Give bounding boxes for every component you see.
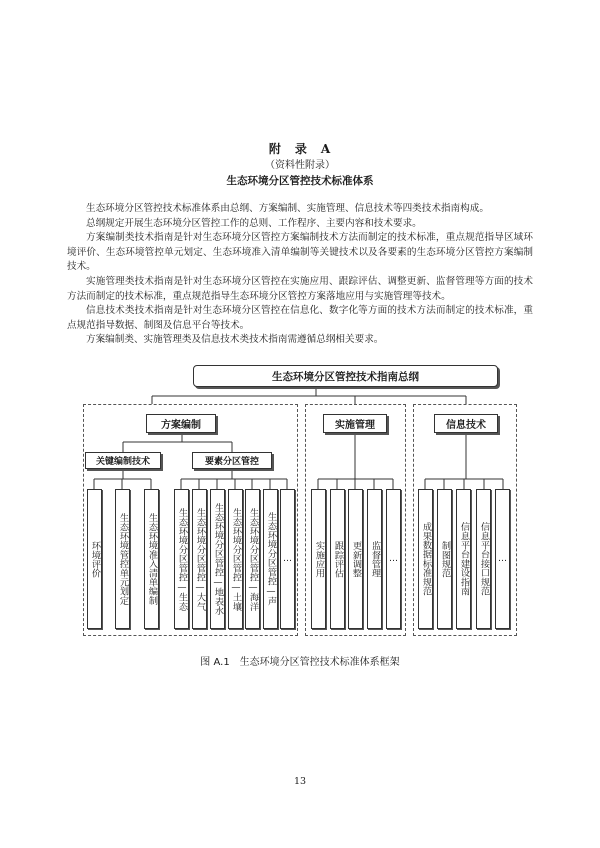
impl-item-more: … xyxy=(386,489,401,629)
key-item: 生态环境准入清单编制 xyxy=(144,489,159,629)
appendix-type: （资料性附录） xyxy=(265,160,335,171)
impl-group-box: 实施管理 xyxy=(323,414,387,433)
impl-item: 监督管理 xyxy=(367,489,382,629)
appendix-title: 附 录 A xyxy=(268,142,332,156)
key-subgroup-box: 关键编制技术 xyxy=(85,452,161,469)
element-item-more: … xyxy=(280,489,295,629)
element-item: 生态环境分区管控—声 xyxy=(263,489,278,629)
impl-item: 实施应用 xyxy=(311,489,326,629)
key-item: 环境评价 xyxy=(87,489,102,629)
element-subgroup-box: 要素分区管控 xyxy=(192,452,272,469)
element-item: 生态环境分区管控—土壤 xyxy=(228,489,243,629)
info-item: 信息平台接口规范 xyxy=(476,489,491,629)
info-item: 信息平台建设指南 xyxy=(456,489,471,629)
info-item: 成果数据标准规范 xyxy=(418,489,433,629)
paragraph: 生态环境分区管控技术标准体系由总纲、方案编制、实施管理、信息技术等四类技术指南构成。 xyxy=(86,203,489,214)
info-item: 制图规范 xyxy=(437,489,452,629)
info-group-box: 信息技术 xyxy=(434,414,498,433)
paragraph: 总纲规定开展生态环境分区管控工作的总则、工作程序、主要内容和技术要求。 xyxy=(86,217,422,229)
paragraph: 方案编制类、实施管理类及信息技术类技术指南需遵循总纲相关要求。 xyxy=(86,334,384,346)
appendix-name: 生态环境分区管控技术标准体系 xyxy=(226,175,374,187)
impl-item: 跟踪评估 xyxy=(330,489,345,629)
element-item: 生态环境分区管控—生态 xyxy=(174,489,189,629)
plan-group-box: 方案编制 xyxy=(146,414,216,433)
element-item: 生态环境分区管控—大气 xyxy=(192,489,207,629)
figure-caption: 图 A.1 生态环境分区管控技术标准体系框架 xyxy=(200,657,400,668)
paragraph: 实施管理类技术指南是针对生态环境分区管控在实施应用、跟踪评估、调整更新、监督管理等方面的技术方法而制定的技术标准，重点规范指导生态环境分区管控方案落地应用与实施管理等技术。 xyxy=(67,275,533,302)
element-item: 生态环境分区管控—海洋 xyxy=(245,489,260,629)
page-number: 13 xyxy=(293,776,307,787)
impl-item: 更新调整 xyxy=(348,489,363,629)
paragraph: 方案编制类技术指南是针对生态环境分区管控方案编制技术方法而制定的技术标准，重点规范指导区域环境评价、生态环境管控单元划定、生态环境准入清单编制等关键技术以及各要素的生态环境分区管控方案编制技术。 xyxy=(67,232,533,273)
element-item: 生态环境分区管控—地表水 xyxy=(210,489,225,629)
info-item-more: … xyxy=(495,489,510,629)
root-box: 生态环境分区管控技术指南总纲 xyxy=(193,365,498,387)
key-item: 生态环境管控单元划定 xyxy=(115,489,130,629)
paragraph: 信息技术类技术指南是针对生态环境分区管控在信息化、数字化等方面的技术方法而制定的技术标准，重点规范指导数据、制图及信息平台等技术。 xyxy=(67,305,533,331)
